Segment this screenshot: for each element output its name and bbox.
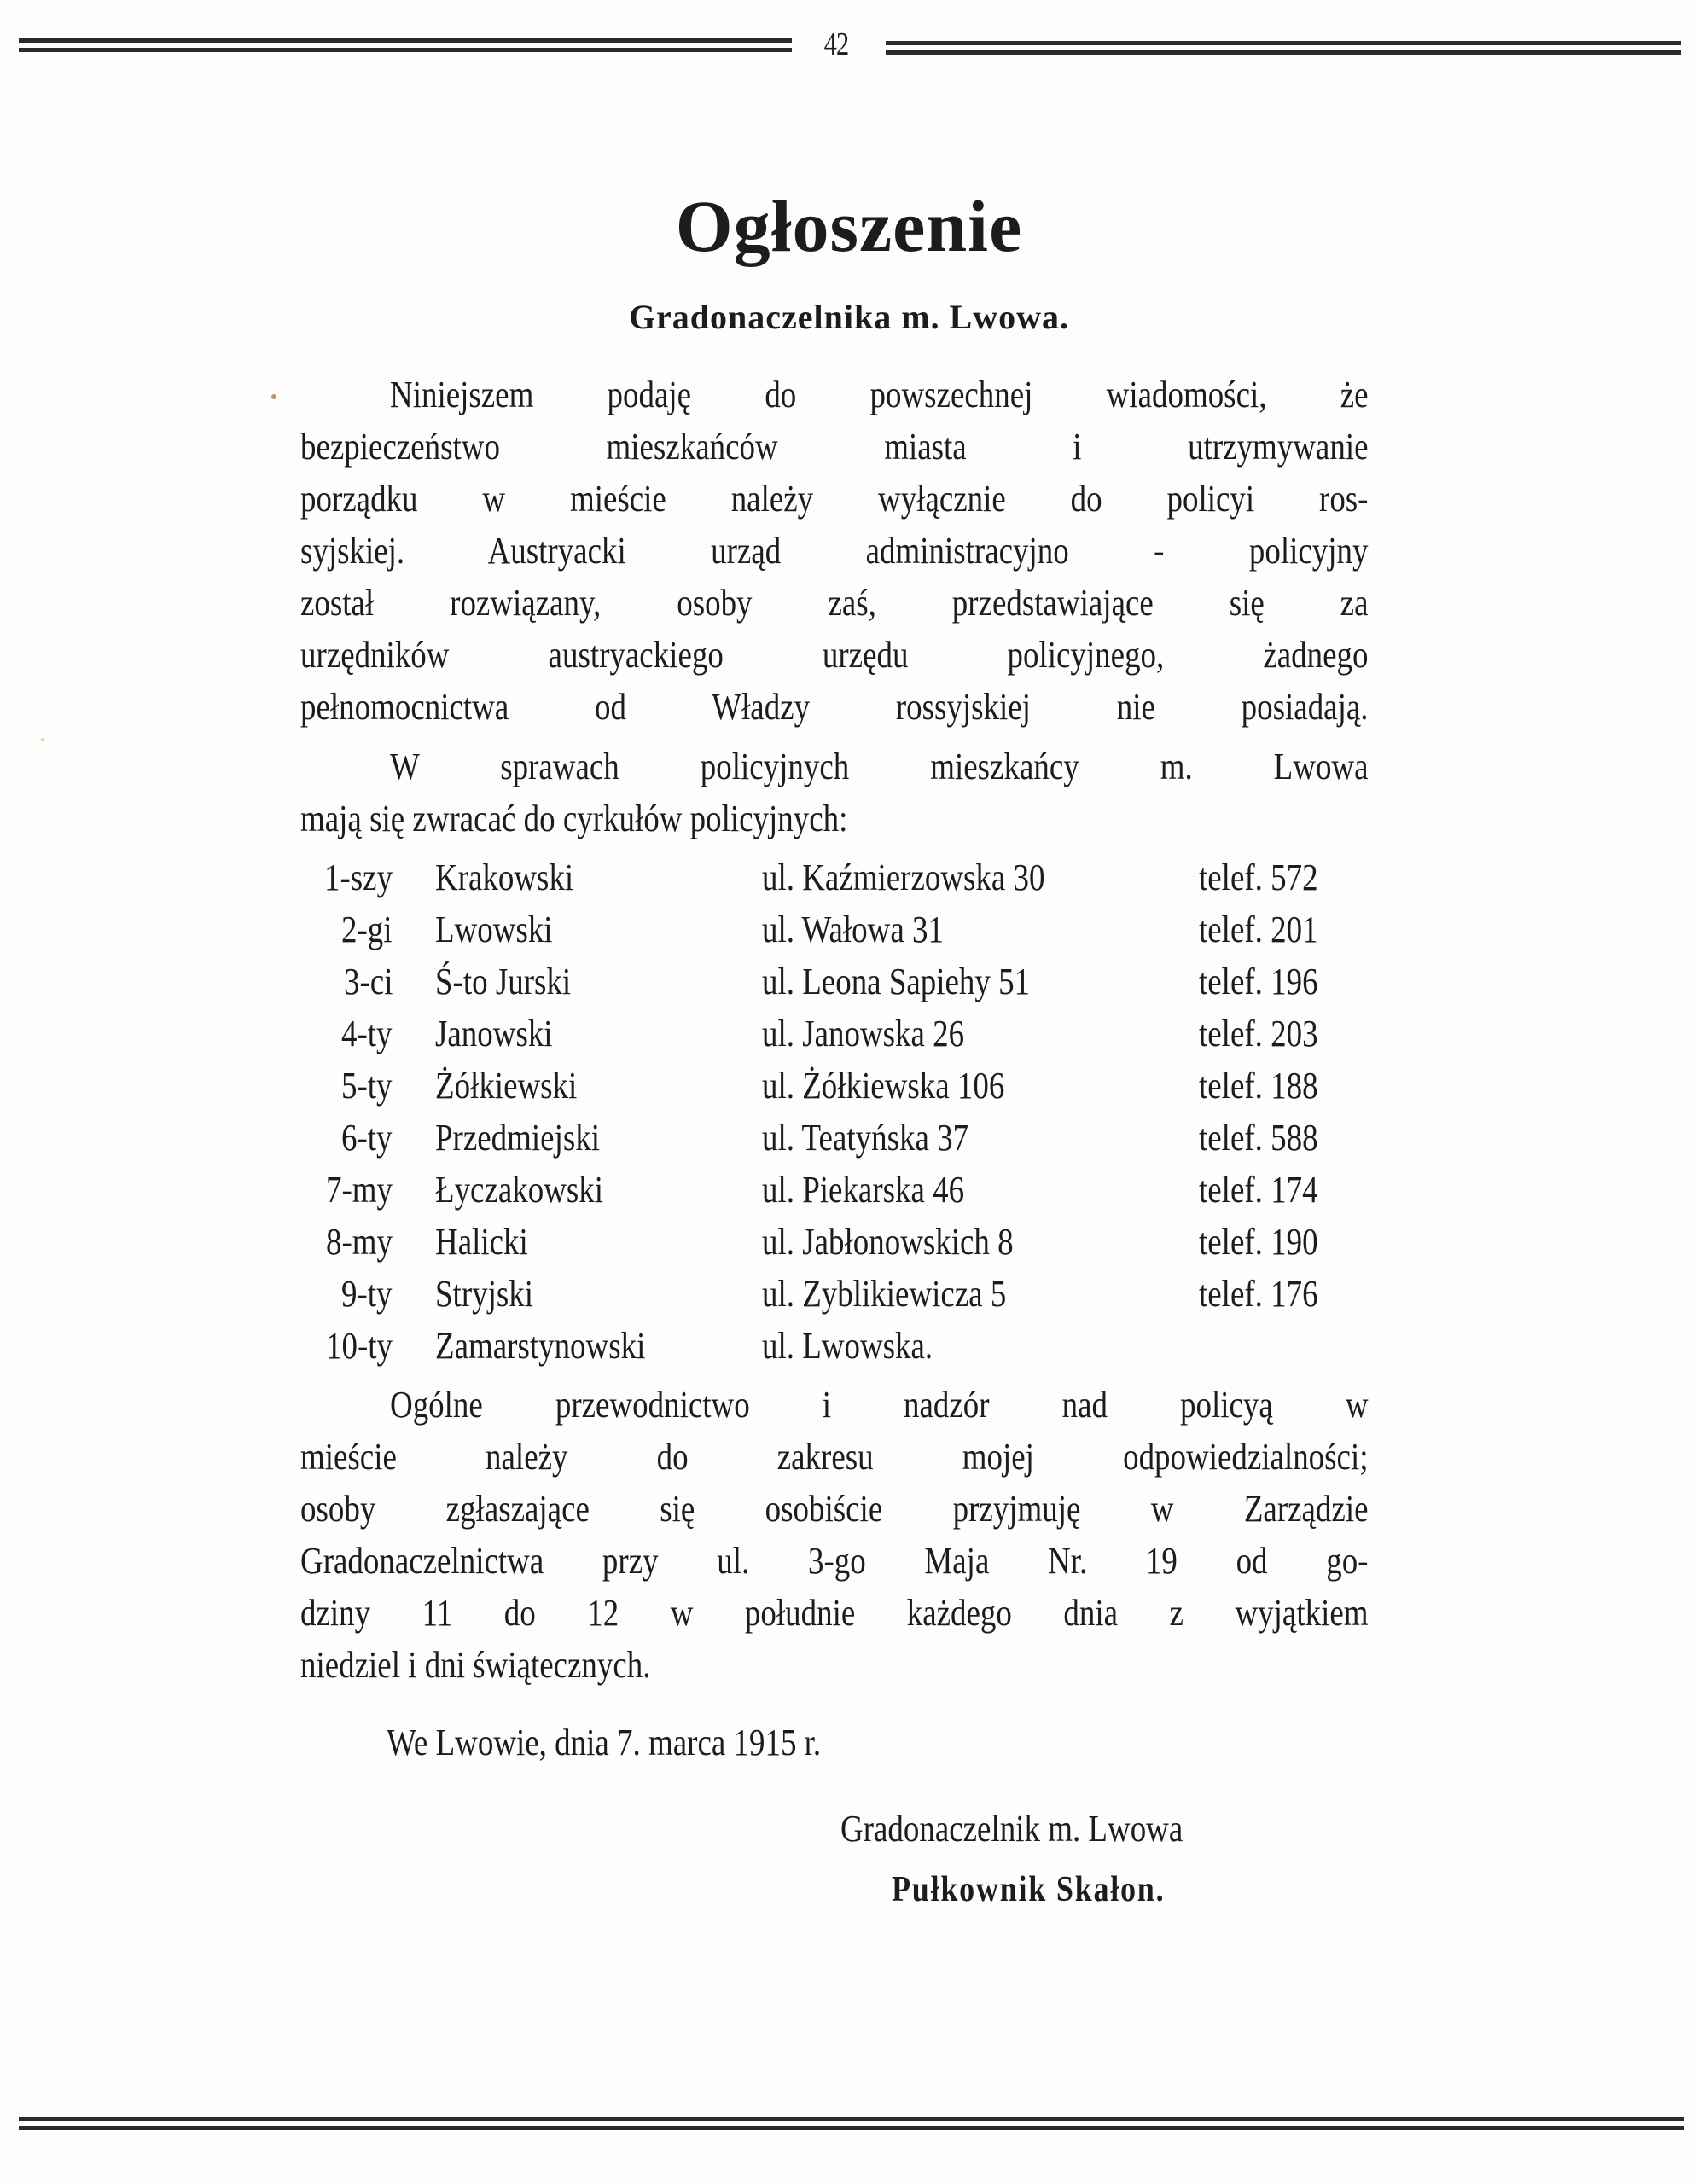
precinct-phone: telef. 196 [1199,961,1318,1002]
announcement-subtitle: Gradonaczelnika m. Lwowa. [628,298,1070,336]
paragraph-line: mają się zwracać do cyrkułów policyjnych: [300,798,848,839]
top-rule-left-upper [19,38,792,43]
precinct-phone: telef. 190 [1199,1221,1318,1263]
precinct-street: ul. Janowska 26 [762,1013,965,1054]
page-number: 42 [823,26,849,62]
precinct-street: ul. Wałowa 31 [762,909,944,950]
precinct-street: ul. Zyblikiewicza 5 [762,1273,1007,1315]
paragraph-line: W sprawach policyjnych mieszkańcy m. Lwowa [390,746,1369,787]
precinct-number: 9-ty [341,1273,393,1315]
precinct-phone: telef. 174 [1199,1169,1318,1211]
precinct-street: ul. Lwowska. [762,1325,933,1367]
paragraph-line: syjskiej. Austryacki urząd administracyjno - policyjny [300,530,1369,572]
precinct-street: ul. Żółkiewska 106 [762,1065,1005,1107]
announcement-title: Ogłoszenie [675,185,1023,267]
paragraph-3 [300,1379,1369,1691]
precinct-number: 8-my [325,1221,393,1263]
precinct-number: 6-ty [341,1117,393,1159]
paragraph-1 [300,369,1369,733]
precinct-phone: telef. 201 [1199,909,1318,950]
paragraph-line: osoby zgłaszające się osobiście przyjmuję w Zarządzie [300,1488,1369,1530]
paragraph-line: został rozwiązany, osoby zaś, przedstawiające się za [300,582,1369,624]
top-rule-right-upper [886,41,1681,45]
precinct-name: Zamarstynowski [435,1325,646,1367]
paragraph-line: Niniejszem podaję do powszechnej wiadomości, że [390,374,1369,415]
paragraph-2 [300,741,1369,845]
precinct-number: 5-ty [341,1065,393,1107]
precinct-name: Lwowski [435,909,553,950]
top-rule-left-lower [19,48,792,52]
paragraph-line: dziny 11 do 12 w południe każdego dnia z wyjątkiem [300,1592,1369,1634]
bottom-rule-upper [19,2117,1684,2121]
precinct-phone: telef. 176 [1199,1273,1318,1315]
precinct-number: 1-szy [323,857,393,898]
paper-speck [41,738,44,741]
precinct-phone: telef. 572 [1199,857,1318,898]
precinct-name: Przedmiejski [435,1117,600,1159]
precinct-name: Stryjski [435,1273,534,1315]
precinct-name: Łyczakowski [435,1169,604,1211]
precinct-name: Ś-to Jurski [435,961,572,1002]
precinct-name: Krakowski [435,857,574,898]
paragraph-line: bezpieczeństwo mieszkańców miasta i utrzymywanie [300,426,1369,468]
precinct-name: Halicki [435,1221,528,1263]
paragraph-line: urzędników austryackiego urzędu policyjnego, żadnego [300,634,1369,676]
paragraph-line: niedziel i dni świątecznych. [300,1644,651,1686]
paragraph-line: pełnomocnictwa od Władzy rossyjskiej nie posiadają. [300,686,1369,728]
precinct-name: Janowski [435,1013,553,1054]
top-rule-right-lower [886,50,1681,55]
precinct-phone: telef. 588 [1199,1117,1318,1159]
paragraph-line: Ogólne przewodnictwo i nadzór nad policyą w [390,1384,1369,1426]
precinct-street: ul. Leona Sapiehy 51 [762,961,1031,1002]
precinct-street: ul. Piekarska 46 [762,1169,965,1211]
signature-name: Pułkownik Skałon. [892,1870,1166,1909]
paragraph-line: porządku w mieście należy wyłącznie do policyi ros- [300,478,1369,520]
precinct-street: ul. Jabłonowskich 8 [762,1221,1014,1263]
paper-speck [271,394,276,399]
precinct-number: 10-ty [325,1325,393,1367]
precinct-number: 7-my [325,1169,393,1211]
precinct-number: 4-ty [341,1013,393,1054]
date-line: We Lwowie, dnia 7. marca 1915 r. [387,1722,822,1763]
paragraph-line: Gradonaczelnictwa przy ul. 3-go Maja Nr. 19 od go- [300,1540,1369,1582]
paragraph-line: mieście należy do zakresu mojej odpowiedzialności; [300,1436,1369,1478]
precinct-phone: telef. 203 [1199,1013,1318,1054]
precinct-name: Żółkiewski [435,1065,578,1107]
bottom-rule-lower [19,2126,1684,2130]
precinct-street: ul. Kaźmierzowska 30 [762,857,1045,898]
precinct-phone: telef. 188 [1199,1065,1318,1107]
signature-title: Gradonaczelnik m. Lwowa [840,1808,1183,1850]
precinct-number: 3-ci [343,961,393,1002]
precinct-number: 2-gi [341,909,393,950]
precinct-street: ul. Teatyńska 37 [762,1117,969,1159]
